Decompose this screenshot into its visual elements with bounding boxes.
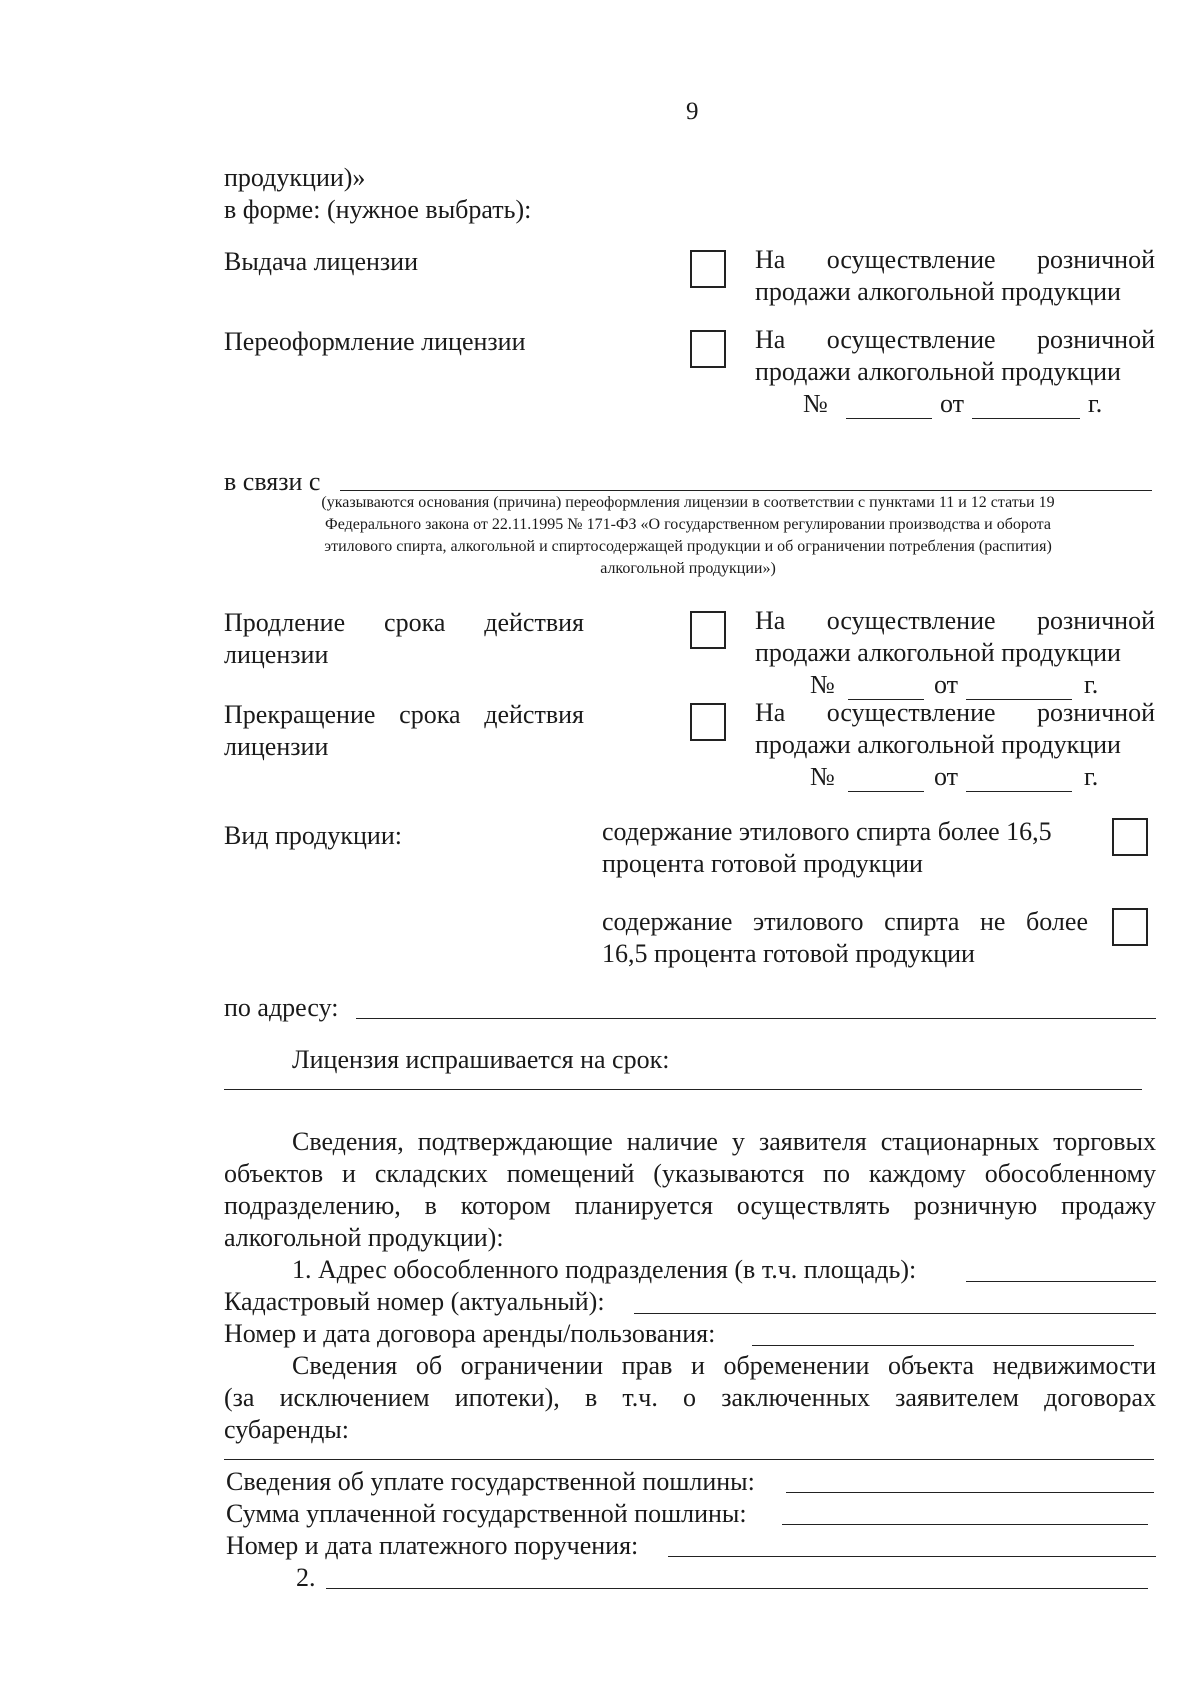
fee-sum-field[interactable] — [782, 1524, 1148, 1525]
info-p2-line-1: Сведения об ограничении прав и обременении объекта недвижимости — [292, 1351, 1156, 1380]
reason-note-2: Федерального закона от 22.11.1995 № 171-ФЗ «О государственном регулировании производства и оборота — [325, 516, 1051, 533]
option-issue-desc-2: продажи алкогольной продукции — [755, 277, 1121, 306]
reissue-year-label: г. — [1088, 389, 1103, 418]
page-number: 9 — [686, 98, 699, 125]
option-issue-label: Выдача лицензии — [224, 247, 419, 276]
extend-year-label: г. — [1084, 670, 1099, 699]
option-extend-desc-2: продажи алкогольной продукции — [755, 638, 1121, 667]
product-opt1-checkbox[interactable] — [1112, 818, 1148, 856]
reason-note-3: этилового спирта, алкогольной и спиртосодержащей продукции и об ограничении потребления (распития) — [324, 538, 1052, 555]
subdivision-address-field[interactable] — [966, 1281, 1156, 1282]
option-issue-checkbox[interactable] — [690, 250, 726, 288]
terminate-number-field[interactable] — [848, 791, 924, 792]
lease-label: Номер и дата договора аренды/пользования: — [224, 1319, 716, 1348]
reason-label: в связи с — [224, 467, 321, 496]
option-issue-desc-1: На осуществление розничной — [755, 245, 1155, 274]
option-terminate-desc-2: продажи алкогольной продукции — [755, 730, 1121, 759]
info-p2-line-3: субаренды: — [224, 1415, 349, 1444]
reason-note-4: алкогольной продукции») — [600, 560, 776, 577]
option-reissue-checkbox[interactable] — [690, 330, 726, 368]
lease-field[interactable] — [752, 1345, 1134, 1346]
terminate-number-label: № — [810, 762, 835, 791]
product-opt2-checkbox[interactable] — [1112, 908, 1148, 946]
option-reissue-desc-2: продажи алкогольной продукции — [755, 357, 1121, 386]
product-type-label: Вид продукции: — [224, 821, 402, 850]
product-opt1-line-1: содержание этилового спирта более 16,5 — [602, 817, 1052, 846]
info-p1-line-3: подразделению, в котором планируется осуществлять розничную продажу — [224, 1191, 1156, 1220]
term-field[interactable] — [224, 1089, 1142, 1090]
product-opt2-line-2: 16,5 процента готовой продукции — [602, 939, 975, 968]
reissue-from-label: от — [940, 389, 965, 418]
extend-from-label: от — [934, 670, 959, 699]
info-p1-line-4: алкогольной продукции): — [224, 1223, 504, 1252]
address-field[interactable] — [356, 1018, 1156, 1019]
address-label: по адресу: — [224, 993, 339, 1022]
product-opt2-line-1: содержание этилового спирта не более — [602, 907, 1088, 936]
header-line-2: в форме: (нужное выбрать): — [224, 195, 532, 224]
cadastral-field[interactable] — [634, 1313, 1156, 1314]
option-extend-label-2: лицензии — [224, 640, 329, 669]
term-label: Лицензия испрашивается на срок: — [292, 1045, 670, 1074]
sublease-field[interactable] — [224, 1459, 1154, 1460]
reissue-number-label: № — [803, 389, 828, 418]
option-terminate-label-2: лицензии — [224, 732, 329, 761]
item-2-field[interactable] — [326, 1588, 1148, 1589]
info-p1-line-1: Сведения, подтверждающие наличие у заявителя стационарных торговых — [292, 1127, 1156, 1156]
subdivision-address-label: 1. Адрес обособленного подразделения (в т.ч. площадь): — [292, 1255, 917, 1284]
reissue-date-field[interactable] — [972, 418, 1080, 419]
terminate-date-field[interactable] — [966, 791, 1072, 792]
reason-field[interactable] — [340, 490, 1152, 491]
fee-info-field[interactable] — [786, 1492, 1154, 1493]
option-extend-desc-1: На осуществление розничной — [755, 606, 1155, 635]
item-2-label: 2. — [296, 1563, 316, 1592]
reissue-number-field[interactable] — [846, 418, 932, 419]
product-opt1-line-2: процента готовой продукции — [602, 849, 923, 878]
info-p1-line-2: объектов и складских помещений (указываются по каждому обособленному — [224, 1159, 1156, 1188]
header-line-1: продукции)» — [224, 163, 366, 192]
option-terminate-desc-1: На осуществление розничной — [755, 698, 1155, 727]
fee-info-label: Сведения об уплате государственной пошлины: — [226, 1467, 755, 1496]
option-terminate-label-1: Прекращение срока действия — [224, 700, 584, 729]
info-p2-line-2: (за исключением ипотеки), в т.ч. о заключенных заявителем договорах — [224, 1383, 1156, 1412]
option-reissue-label: Переоформление лицензии — [224, 327, 526, 356]
fee-sum-label: Сумма уплаченной государственной пошлины: — [226, 1499, 747, 1528]
option-extend-label-1: Продление срока действия — [224, 608, 584, 637]
terminate-year-label: г. — [1084, 762, 1099, 791]
option-terminate-checkbox[interactable] — [690, 703, 726, 741]
reason-note-1: (указываются основания (причина) переоформления лицензии в соответствии с пунктами 11 и 12 статьи 19 — [321, 494, 1055, 511]
terminate-from-label: от — [934, 762, 959, 791]
option-extend-checkbox[interactable] — [690, 611, 726, 649]
cadastral-label: Кадастровый номер (актуальный): — [224, 1287, 605, 1316]
option-reissue-desc-1: На осуществление розничной — [755, 325, 1155, 354]
payment-field[interactable] — [668, 1556, 1156, 1557]
payment-label: Номер и дата платежного поручения: — [226, 1531, 639, 1560]
extend-number-label: № — [810, 670, 835, 699]
